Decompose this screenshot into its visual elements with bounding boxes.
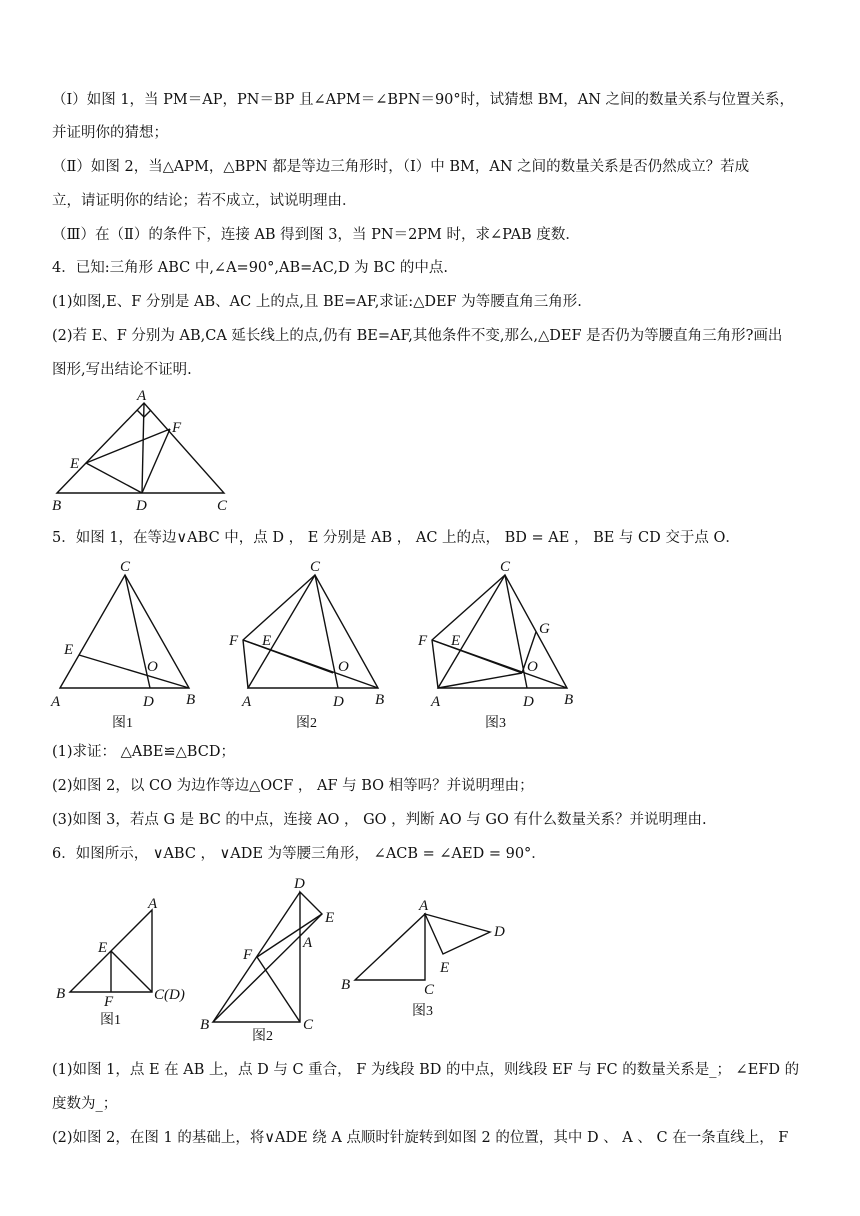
label-d: D bbox=[136, 498, 147, 514]
fig2-label-f: F bbox=[229, 633, 239, 649]
fig6-2-label-e: E bbox=[325, 910, 335, 926]
fig3-label-f: F bbox=[418, 633, 428, 649]
fig6-3-label-a: A bbox=[419, 898, 429, 914]
fig6-1-label-f: F bbox=[104, 994, 114, 1010]
figure-problem5 bbox=[0, 555, 860, 735]
text-line: 并证明你的猜想； bbox=[52, 125, 168, 141]
fig6-2-label-b: B bbox=[200, 1017, 210, 1033]
fig3-label-d: D bbox=[523, 694, 534, 710]
fig3-caption: 图3 bbox=[485, 716, 506, 731]
text-line: (1)求证： △ABE≌△BCD； bbox=[52, 744, 235, 760]
fig1-label-c: C bbox=[120, 559, 131, 575]
fig6-2-label-c: C bbox=[303, 1017, 314, 1033]
figure-problem4 bbox=[0, 385, 860, 520]
text-line: （Ⅰ）如图 1，当 PM＝AP，PN＝BP 且∠APM＝∠BPN＝90°时，试猜想 BM，AN 之间的数量关系与位置关系， bbox=[52, 92, 795, 108]
label-a: A bbox=[137, 388, 147, 404]
fig2-caption: 图2 bbox=[296, 716, 317, 731]
fig2-label-e: E bbox=[262, 633, 272, 649]
fig6-2-label-d: D bbox=[294, 876, 305, 892]
fig1-label-d: D bbox=[143, 694, 154, 710]
fig1-label-b: B bbox=[186, 692, 196, 708]
label-f: F bbox=[172, 420, 182, 436]
fig6-2-triangle-abc bbox=[213, 936, 300, 1022]
fig1-label-o: O bbox=[147, 659, 158, 675]
fig6-3-label-c: C bbox=[424, 982, 435, 998]
text-line: 图形,写出结论不证明. bbox=[52, 362, 192, 378]
label-c: C bbox=[217, 498, 228, 514]
fig6-1-label-a: A bbox=[148, 896, 158, 912]
text-line: 5．如图 1，在等边∨ABC 中，点 D ， E 分别是 AB ， AC 上的点， BD = AE ， BE 与 CD 交于点 O． bbox=[52, 530, 740, 546]
fig6-2-triangle-ade bbox=[300, 892, 322, 936]
fig2-label-c: C bbox=[310, 559, 321, 575]
text-line: (3)如图 3，若点 G 是 BC 的中点，连接 AO ， GO ，判断 AO 与 GO 有什么数量关系？并说明理由. bbox=[52, 812, 707, 828]
text-line: (2)若 E、F 分别为 AB,CA 延长线上的点,仍有 BE=AF,其他条件不变,那么,△DEF 是否仍为等腰直角三角形?画出 bbox=[52, 328, 783, 344]
fig2-segment-fo bbox=[243, 640, 333, 673]
fig6-2-segment-fc bbox=[257, 957, 300, 1022]
fig3-label-b: B bbox=[564, 692, 574, 708]
fig6-3-label-e: E bbox=[440, 960, 450, 976]
fig6-3-caption: 图3 bbox=[412, 1004, 433, 1019]
fig3-segment-ao bbox=[438, 673, 522, 688]
fig6-2-label-f: F bbox=[243, 947, 253, 963]
segment-ed bbox=[86, 463, 142, 493]
fig2-triangle bbox=[248, 575, 378, 688]
fig3-label-a: A bbox=[431, 694, 441, 710]
fig1-caption: 图1 bbox=[112, 716, 133, 731]
text-line: （Ⅱ）如图 2，当△APM，△BPN 都是等边三角形时，（Ⅰ）中 BM，AN 之间的数量关系是否仍然成立？若成 bbox=[52, 159, 750, 175]
fig6-1-caption: 图1 bbox=[100, 1013, 121, 1028]
fig6-1-label-c: C(D) bbox=[154, 987, 185, 1003]
fig3-label-o: O bbox=[527, 659, 538, 675]
fig6-3-triangle-abc bbox=[355, 914, 425, 980]
text-line: 6．如图所示， ∨ABC ， ∨ADE 为等腰三角形， ∠ACB = ∠AED = 90°． bbox=[52, 846, 546, 862]
text-line: (1)如图,E、F 分别是 AB、AC 上的点,且 BE=AF,求证:△DEF 为等腰直角三角形. bbox=[52, 294, 582, 310]
fig6-1-segment-ec bbox=[111, 951, 152, 992]
fig6-3-label-d: D bbox=[494, 924, 505, 940]
fig6-2-caption: 图2 bbox=[252, 1029, 273, 1044]
text-line: 立，请证明你的结论；若不成立，试说明理由． bbox=[52, 193, 357, 209]
fig2-label-b: B bbox=[375, 692, 385, 708]
fig3-label-c: C bbox=[500, 559, 511, 575]
text-line: (2)如图 2，在图 1 的基础上，将∨ADE 绕 A 点顺时针旋转到如图 2 的位置，其中 D 、 A 、 C 在一条直线上， F bbox=[52, 1130, 789, 1146]
fig6-2-label-a: A bbox=[303, 935, 313, 951]
fig2-label-o: O bbox=[338, 659, 349, 675]
triangle-abc bbox=[57, 403, 224, 493]
fig6-2-segment-ef bbox=[257, 914, 322, 957]
fig1-label-a: A bbox=[51, 694, 61, 710]
fig3-triangle-ocf-part bbox=[432, 575, 505, 688]
fig1-label-e: E bbox=[64, 642, 74, 658]
fig1-triangle bbox=[60, 575, 189, 688]
text-line: 4．已知:三角形 ABC 中,∠A=90°,AB=AC,D 为 BC 的中点. bbox=[52, 260, 449, 276]
fig2-label-a: A bbox=[242, 694, 252, 710]
fig3-label-g: G bbox=[539, 621, 550, 637]
text-line: (1)如图 1，点 E 在 AB 上，点 D 与 C 重合， F 为线段 BD 的中点，则线段 EF 与 FC 的数量关系是_； ∠EFD 的 bbox=[52, 1062, 800, 1078]
fig6-1-label-e: E bbox=[98, 940, 108, 956]
figure-problem6 bbox=[0, 872, 860, 1052]
fig6-1-label-b: B bbox=[56, 986, 66, 1002]
fig6-3-label-b: B bbox=[341, 977, 351, 993]
fig6-3-triangle-ade bbox=[425, 914, 490, 954]
text-line: (2)如图 2，以 CO 为边作等边△OCF ， AF 与 BO 相等吗？并说明理由； bbox=[52, 778, 534, 794]
label-e: E bbox=[70, 456, 80, 472]
fig3-label-e: E bbox=[451, 633, 461, 649]
text-line: 度数为_； bbox=[52, 1096, 118, 1112]
fig3-segment-fo bbox=[432, 640, 522, 673]
label-b: B bbox=[52, 498, 62, 514]
fig2-label-d: D bbox=[333, 694, 344, 710]
text-line: （Ⅲ）在（Ⅱ）的条件下，连接 AB 得到图 3，当 PN＝2PM 时，求∠PAB 度数． bbox=[52, 227, 580, 243]
